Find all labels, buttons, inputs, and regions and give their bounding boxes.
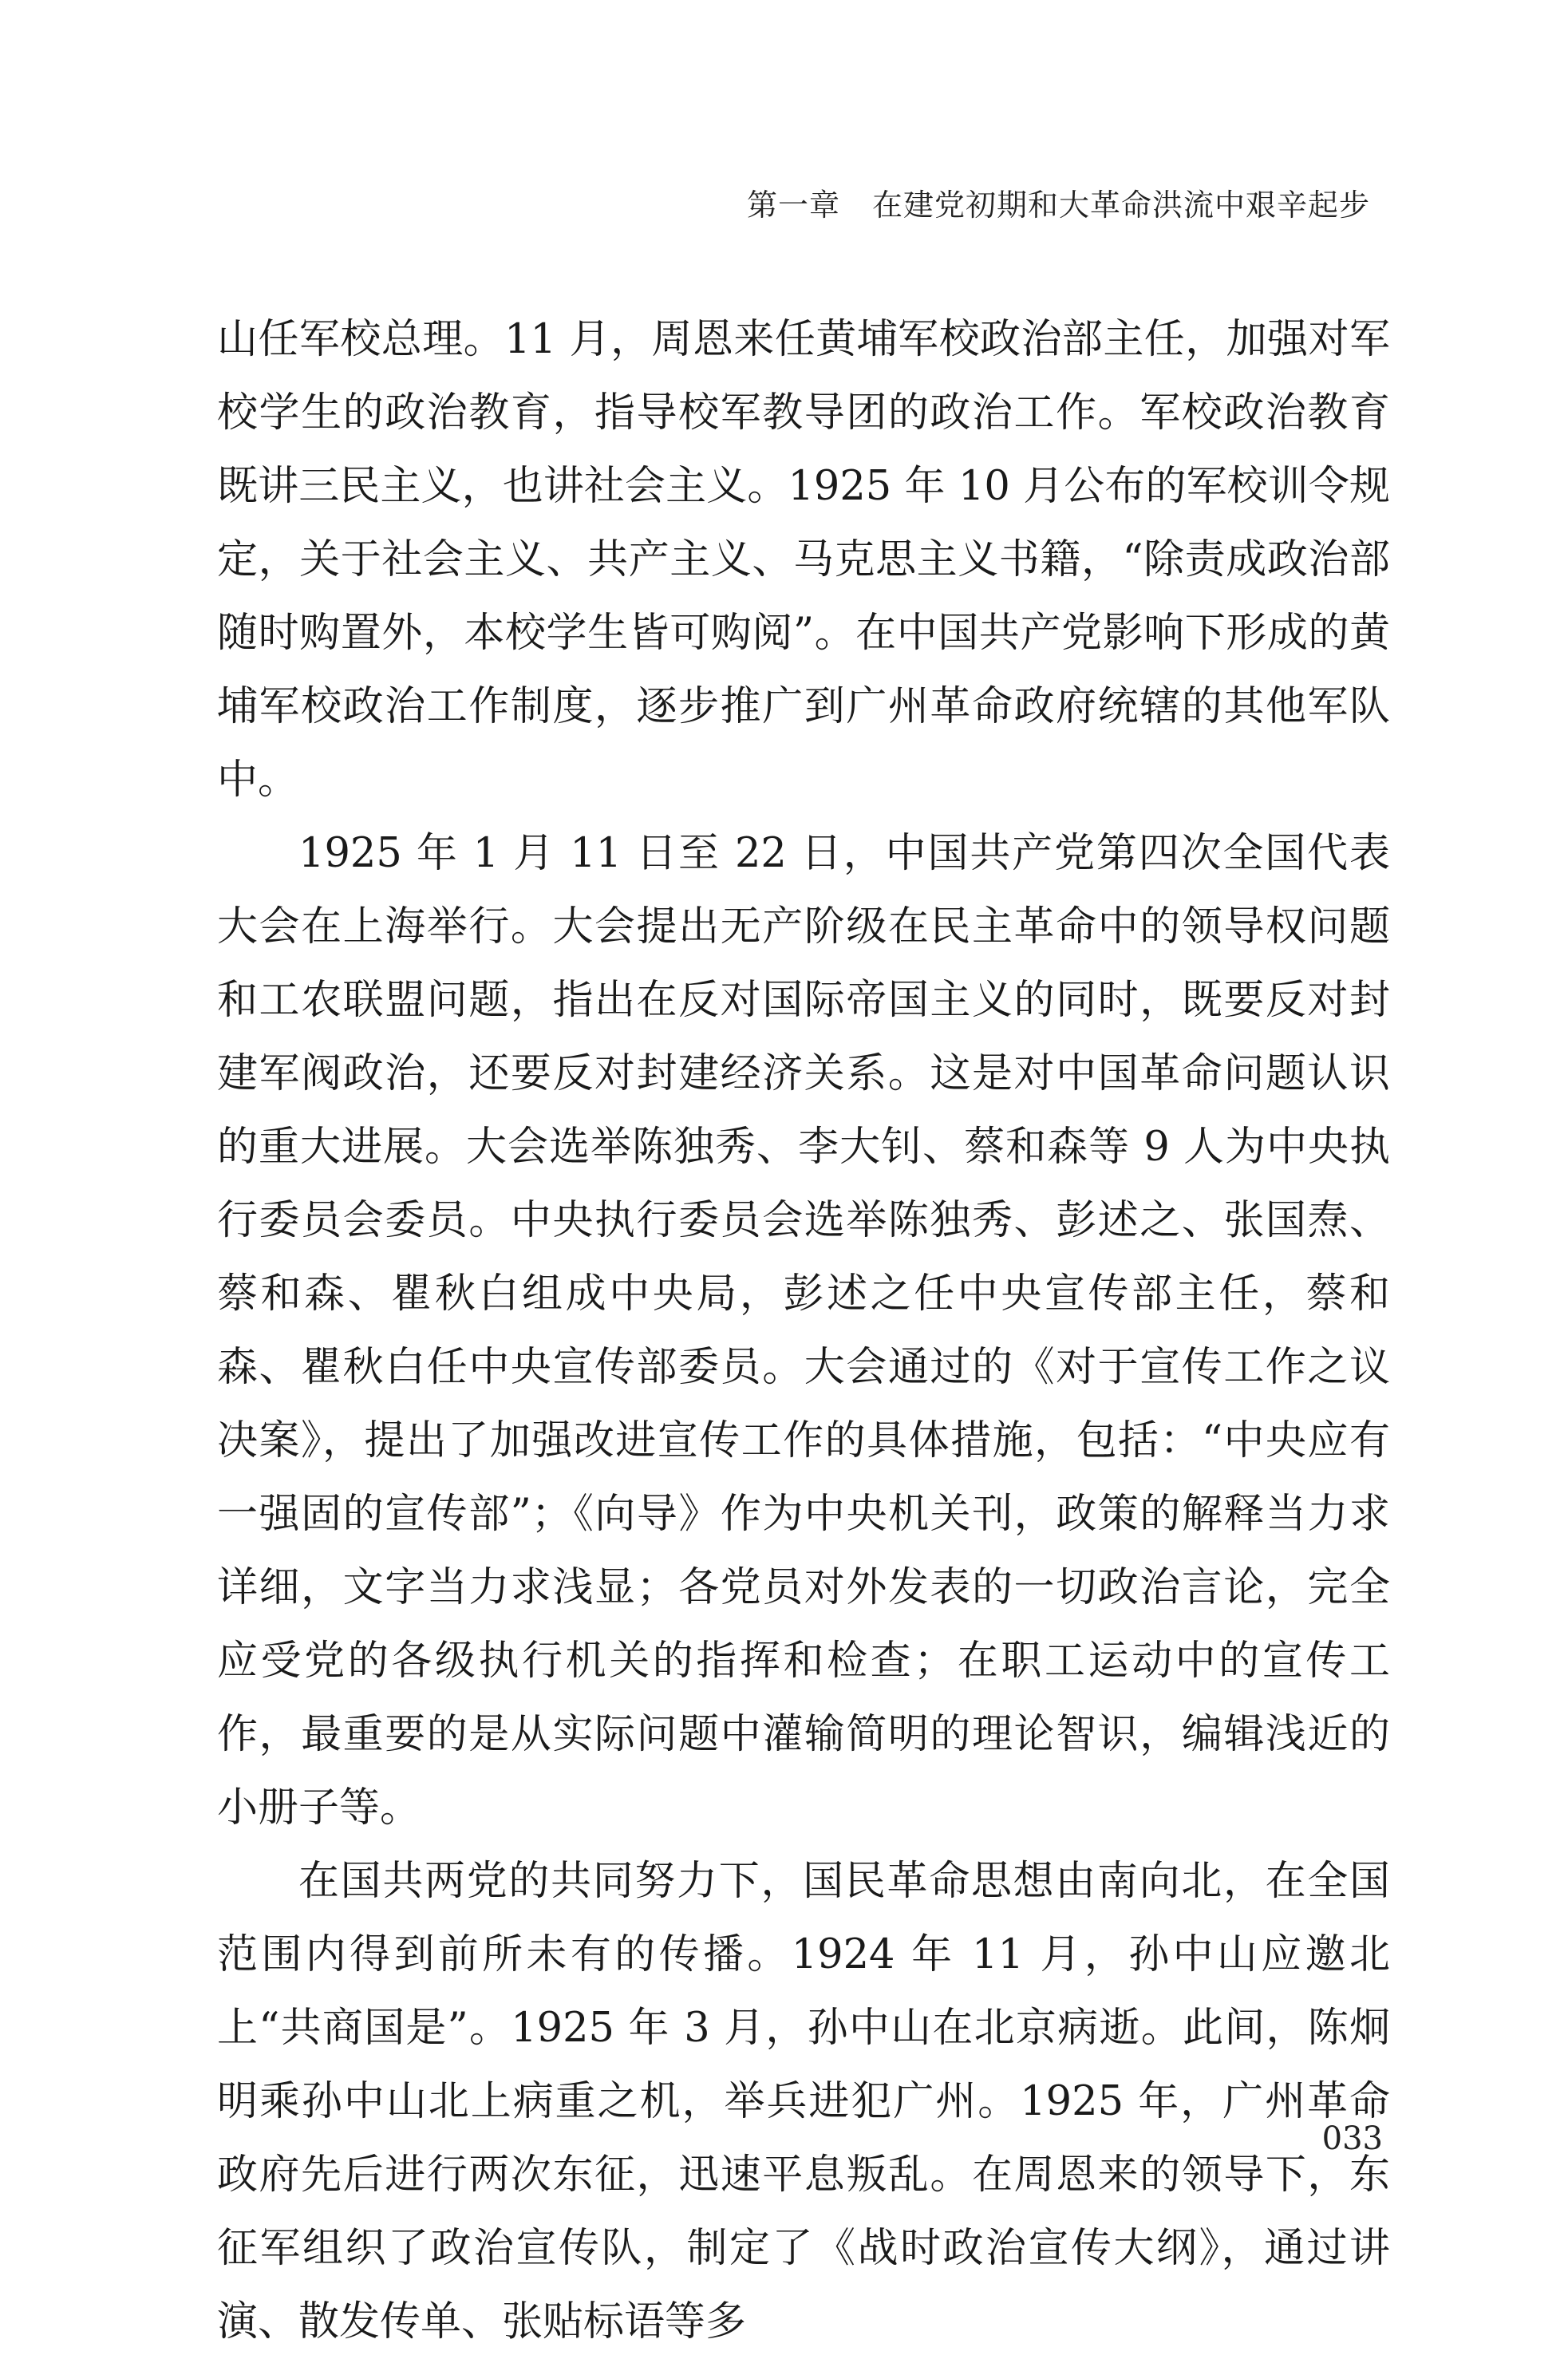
body-text <box>217 303 1390 2359</box>
paragraph-3: 在国共两党的共同努力下，国民革命思想由南向北，在全国范围内得到前所未有的传播。1924 年 11 月，孙中山应邀北上“共商国是”。1925 年 3 月，孙中山在北京病逝。此间，陈炯明乘孙中山北上病重之机，举兵进犯广州。1925 年，广州革命政府先后进行两次东征，迅速平息叛乱。在周恩来的领导下，东征军组织了政治宣传队，制定了《战时政治宣传大纲》，通过讲演、散发传单、张贴标语等多 <box>217 1858 1390 2345</box>
paragraph-1: 山任军校总理。11 月，周恩来任黄埔军校政治部主任，加强对军校学生的政治教育，指导校军教导团的政治工作。军校政治教育既讲三民主义，也讲社会主义。1925 年 10 月公布的军校训令规定，关于社会主义、共产主义、马克思主义书籍，“除责成政治部随时购置外，本校学生皆可购阅”。在中国共产党影响下形成的黄埔军校政治工作制度，逐步推广到广州革命政府统辖的其他军队中。 <box>217 316 1390 804</box>
running-header <box>747 180 1370 224</box>
page-number: 033 <box>1321 2120 1383 2157</box>
chapter-label: 第一章 <box>746 188 840 223</box>
chapter-title: 在建党初期和大革命洪流中艰辛起步 <box>871 188 1370 223</box>
paragraph-2: 1925 年 1 月 11 日至 22 日，中国共产党第四次全国代表大会在上海举行。大会提出无产阶级在民主革命中的领导权问题和工农联盟问题，指出在反对国际帝国主义的同时，既要反对封建军阀政治，还要反对封建经济关系。这是对中国革命问题认识的重大进展。大会选举陈独秀、李大钊、蔡和森等 9 人为中央执行委员会委员。中央执行委员会选举陈独秀、彭述之、张国焘、蔡和森、瞿秋白组成中央局，彭述之任中央宣传部主任，蔡和森、瞿秋白任中央宣传部委员。大会通过的《对于宣传工作之议决案》，提出了加强改进宣传工作的具体措施，包括：“中央应有一强固的宣传部”；《向导》作为中央机关刊，政策的解释当力求详细，文字当力求浅显；各党员对外发表的一切政治言论，完全应受党的各级执行机关的指挥和检查；在职工运动中的宣传工作，最重要的是从实际问题中灌输简明的理论智识，编辑浅近的小册子等。 <box>217 830 1390 1831</box>
